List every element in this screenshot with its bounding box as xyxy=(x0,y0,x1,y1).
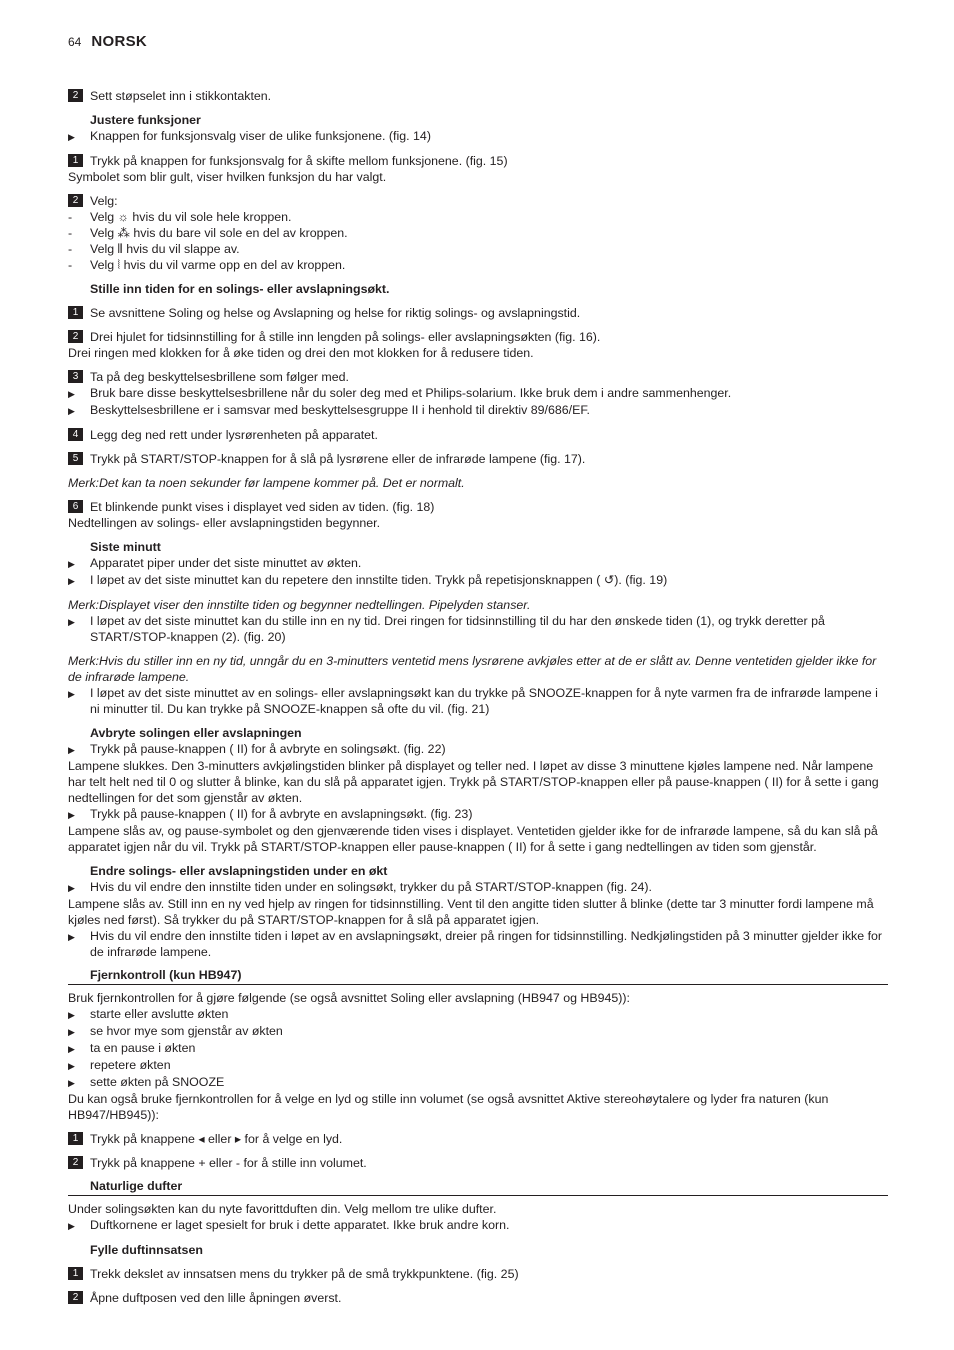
note-text: Merk:Hvis du stiller inn en ny tid, unngår du en 3-minutters ventetid mens lysrørene avkjøles etter at de er slått av. Denne ventetiden gjelder ikke for de infrarøde lampene. xyxy=(68,654,877,684)
item-text: Trykk på pause-knappen ( II) for å avbryte en solingsøkt. (fig. 22) xyxy=(90,742,446,756)
item-text: I løpet av det siste minuttet kan du repetere den innstilte tiden. Trykk på repetisjonsknappen ( ↺). (fig. 19) xyxy=(90,573,668,587)
numbered-step xyxy=(68,1290,888,1306)
bullet-item xyxy=(68,1040,888,1057)
step-number-badge: 2 xyxy=(68,1156,83,1169)
page-header xyxy=(68,34,888,50)
body-text: Lampene slukkes. Den 3-minutters avkjølingstiden blinker på displayet og teller ned. I løpet av disse 3 minuttene kjøles lampene ned. Når lampene har telt helt ned til 0 og slutter å blinke, kan du slå på apparatet igjen. Trykk på START/STOP-knappen eller på pause-knappen ( II) for å sette i gang nedtellingen for det som gjenstår av økten. xyxy=(68,759,879,805)
bullet-marker-icon: ▶ xyxy=(68,576,75,586)
body-text: Under solingsøkten kan du nyte favorittduften din. Velg mellom tre ulike dufter. xyxy=(68,1202,497,1216)
item-text: Trykk på pause-knappen ( II) for å avbryte en avslapningsøkt. (fig. 23) xyxy=(90,807,473,821)
numbered-step xyxy=(68,1155,888,1171)
body-text: Lampene slås av. Still inn en ny ved hjelp av ringen for tidsinnstilling. Vent til den angitte tiden slutter å blinke (dette tar 3 minutter fordi lampene må kjøles ned først). Så trykker du på START/STOP-knappen for å slå på apparatet igjen. xyxy=(68,897,874,927)
document-body xyxy=(68,88,888,1306)
item-text: Hvis du vil endre den innstilte tiden under en solingsøkt, trykker du på START/STOP-knappen (fig. 24). xyxy=(90,880,652,894)
subheading: Siste minutt xyxy=(90,540,161,554)
dash-item xyxy=(68,209,888,225)
bullet-item xyxy=(68,741,888,758)
step-number-badge: 1 xyxy=(68,1132,83,1145)
body-text: Drei ringen med klokken for å øke tiden og drei den mot klokken for å redusere tiden. xyxy=(68,346,534,360)
bullet-marker-icon: ▶ xyxy=(68,1044,75,1054)
step-number-badge: 4 xyxy=(68,428,83,441)
bullet-marker-icon: ▶ xyxy=(68,810,75,820)
bullet-item xyxy=(68,1074,888,1091)
item-text: Apparatet piper under det siste minuttet av økten. xyxy=(90,556,362,570)
numbered-step xyxy=(68,451,888,467)
bullet-item xyxy=(68,879,888,896)
bullet-item xyxy=(68,613,888,645)
body-text: Nedtellingen av solings- eller avslapningstiden begynner. xyxy=(68,516,381,530)
step-number-badge: 2 xyxy=(68,330,83,343)
step-number-badge: 2 xyxy=(68,194,83,207)
item-text: Velg ⁂ hvis du bare vil sole en del av kroppen. xyxy=(90,226,348,240)
item-text: Hvis du vil endre den innstilte tiden i løpet av en avslapningsøkt, dreier på ringen for tidsinnstilling. Nedkjølingstiden på 3 minutter gjelder ikke for de infrarøde lampene. xyxy=(90,929,883,959)
bullet-marker-icon: ▶ xyxy=(68,559,75,569)
bullet-item xyxy=(68,1006,888,1023)
item-text: Velg ⦚ hvis du vil varme opp en del av kroppen. xyxy=(90,258,346,272)
page-number: 64 xyxy=(68,35,82,49)
bullet-marker-icon: ▶ xyxy=(68,1221,75,1231)
bullet-item xyxy=(68,385,888,402)
bullet-marker-icon: ▶ xyxy=(68,1061,75,1071)
subheading: Stille inn tiden for en solings- eller avslapningsøkt. xyxy=(90,282,390,296)
item-text: Beskyttelsesbrillene er i samsvar med beskyttelsesgruppe II i henhold til direktiv 89/686/EF. xyxy=(90,403,590,417)
subheading: Fylle duftinnsatsen xyxy=(90,1243,203,1257)
step-text: Åpne duftposen ved den lille åpningen øverst. xyxy=(90,1291,342,1305)
numbered-step xyxy=(68,1266,888,1282)
dash-item xyxy=(68,241,888,257)
item-text: ta en pause i økten xyxy=(90,1041,196,1055)
body-text: Bruk fjernkontrollen for å gjøre følgende (se også avsnittet Soling eller avslapning (HB947 og HB945)): xyxy=(68,991,631,1005)
item-text: se hvor mye som gjenstår av økten xyxy=(90,1024,283,1038)
step-number-badge: 5 xyxy=(68,452,83,465)
step-text: Trykk på knappene + eller - for å stille inn volumet. xyxy=(90,1156,367,1170)
bullet-marker-icon: ▶ xyxy=(68,932,75,942)
step-number-badge: 6 xyxy=(68,500,83,513)
item-text: sette økten på SNOOZE xyxy=(90,1075,225,1089)
bullet-item xyxy=(68,1057,888,1074)
item-text: Bruk bare disse beskyttelsesbrillene når du soler deg med et Philips-solarium. Ikke bruk dem i andre sammenhenger. xyxy=(90,386,732,400)
step-number-badge: 1 xyxy=(68,306,83,319)
step-number-badge: 1 xyxy=(68,154,83,167)
step-number-badge: 2 xyxy=(68,89,83,102)
step-text: Sett støpselet inn i stikkontakten. xyxy=(90,89,272,103)
item-text: repetere økten xyxy=(90,1058,171,1072)
bullet-item xyxy=(68,806,888,823)
item-text: Knappen for funksjonsvalg viser de ulike funksjonene. (fig. 14) xyxy=(90,129,431,143)
item-text: I løpet av det siste minuttet kan du stille inn en ny tid. Drei ringen for tidsinnstilling til du har den ønskede tiden (1), og trykk deretter på START/STOP-knappen (2). (fig. 20) xyxy=(90,614,825,644)
step-text: Se avsnittene Soling og helse og Avslapning og helse for riktig solings- og avslapningstid. xyxy=(90,306,581,320)
bullet-marker-icon: ▶ xyxy=(68,132,75,142)
step-text: Trykk på knappen for funksjonsvalg for å skifte mellom funksjonene. (fig. 15) xyxy=(90,154,508,168)
bullet-item xyxy=(68,1023,888,1040)
bullet-marker-icon: ▶ xyxy=(68,745,75,755)
numbered-step xyxy=(68,427,888,443)
step-text: Legg deg ned rett under lysrørenheten på apparatet. xyxy=(90,428,378,442)
step-text: Trekk dekslet av innsatsen mens du trykker på de små trykkpunktene. (fig. 25) xyxy=(90,1267,519,1281)
bullet-item xyxy=(68,128,888,145)
bullet-item xyxy=(68,685,888,717)
bullet-marker-icon: ▶ xyxy=(68,1078,75,1088)
dash-marker-icon: - xyxy=(68,226,73,240)
step-number-badge: 1 xyxy=(68,1267,83,1280)
step-text: Trykk på knappene ◂ eller ▸ for å velge en lyd. xyxy=(90,1132,343,1146)
bullet-item xyxy=(68,402,888,419)
numbered-step xyxy=(68,305,888,321)
dash-item xyxy=(68,225,888,241)
numbered-step xyxy=(68,499,888,515)
item-text: starte eller avslutte økten xyxy=(90,1007,229,1021)
bullet-marker-icon: ▶ xyxy=(68,883,75,893)
numbered-step xyxy=(68,1131,888,1147)
dash-marker-icon: - xyxy=(68,242,73,256)
bullet-item xyxy=(68,555,888,572)
body-text: Lampene slås av, og pause-symbolet og den gjenværende tiden vises i displayet. Ventetiden gjelder ikke for de infrarøde lampene, så du kan slå på apparatet igjen når du vil. Trykk på START/STOP-knappen eller pause-knappen ( II) for å sette i gang nedtellingen av tiden som gjenstår. xyxy=(68,824,878,854)
item-text: I løpet av det siste minuttet av en solings- eller avslapningsøkt kan du trykke på SNOOZE-knappen for å nyte varmen fra de infrarøde lampene i ni minutter til. Du kan trykke på SNOOZE-knappen så ofte du vil. (fig. 21) xyxy=(90,686,878,716)
bullet-item xyxy=(68,1217,888,1234)
bullet-marker-icon: ▶ xyxy=(68,406,75,416)
note-text: Merk:Det kan ta noen sekunder før lampene kommer på. Det er normalt. xyxy=(68,476,465,490)
step-text: Velg: xyxy=(90,194,118,208)
bullet-marker-icon: ▶ xyxy=(68,617,75,627)
step-text: Ta på deg beskyttelsesbrillene som følger med. xyxy=(90,370,349,384)
step-number-badge: 2 xyxy=(68,1291,83,1304)
bullet-marker-icon: ▶ xyxy=(68,689,75,699)
subheading: Justere funksjoner xyxy=(90,113,201,127)
numbered-step xyxy=(68,369,888,385)
body-text: Du kan også bruke fjernkontrollen for å velge en lyd og stille inn volumet (se også avsnittet Aktive stereohøytalere og lyder fra naturen (kun HB947/HB945)): xyxy=(68,1092,829,1122)
subheading: Avbryte solingen eller avslapningen xyxy=(90,726,302,740)
note-text: Merk:Displayet viser den innstilte tiden og begynner nedtellingen. Pipelyden stanser. xyxy=(68,598,531,612)
numbered-step xyxy=(68,88,888,104)
bullet-item xyxy=(68,572,888,589)
section-heading: Fjernkontroll (kun HB947) xyxy=(68,967,888,985)
body-text: Symbolet som blir gult, viser hvilken funksjon du har valgt. xyxy=(68,170,387,184)
dash-marker-icon: - xyxy=(68,258,73,272)
dash-item xyxy=(68,257,888,273)
subheading: Endre solings- eller avslapningstiden under en økt xyxy=(90,864,388,878)
step-text: Et blinkende punkt vises i displayet ved siden av tiden. (fig. 18) xyxy=(90,500,435,514)
item-text: Duftkornene er laget spesielt for bruk i dette apparatet. Ikke bruk andre korn. xyxy=(90,1218,510,1232)
numbered-step xyxy=(68,153,888,169)
language-heading: NORSK xyxy=(91,33,148,50)
dash-marker-icon: - xyxy=(68,210,73,224)
section-heading: Naturlige dufter xyxy=(68,1178,888,1196)
bullet-marker-icon: ▶ xyxy=(68,389,75,399)
step-number-badge: 3 xyxy=(68,370,83,383)
item-text: Velg ☼ hvis du vil sole hele kroppen. xyxy=(90,210,292,224)
bullet-marker-icon: ▶ xyxy=(68,1027,75,1037)
item-text: Velg ⫴ hvis du vil slappe av. xyxy=(90,242,240,256)
step-text: Drei hjulet for tidsinnstilling for å stille inn lengden på solings- eller avslapningsøkten (fig. 16). xyxy=(90,330,601,344)
bullet-item xyxy=(68,928,888,960)
step-text: Trykk på START/STOP-knappen for å slå på lysrørene eller de infrarøde lampene (fig. 17). xyxy=(90,452,586,466)
bullet-marker-icon: ▶ xyxy=(68,1010,75,1020)
numbered-step xyxy=(68,193,888,209)
numbered-step xyxy=(68,329,888,345)
document-page xyxy=(68,34,888,1306)
